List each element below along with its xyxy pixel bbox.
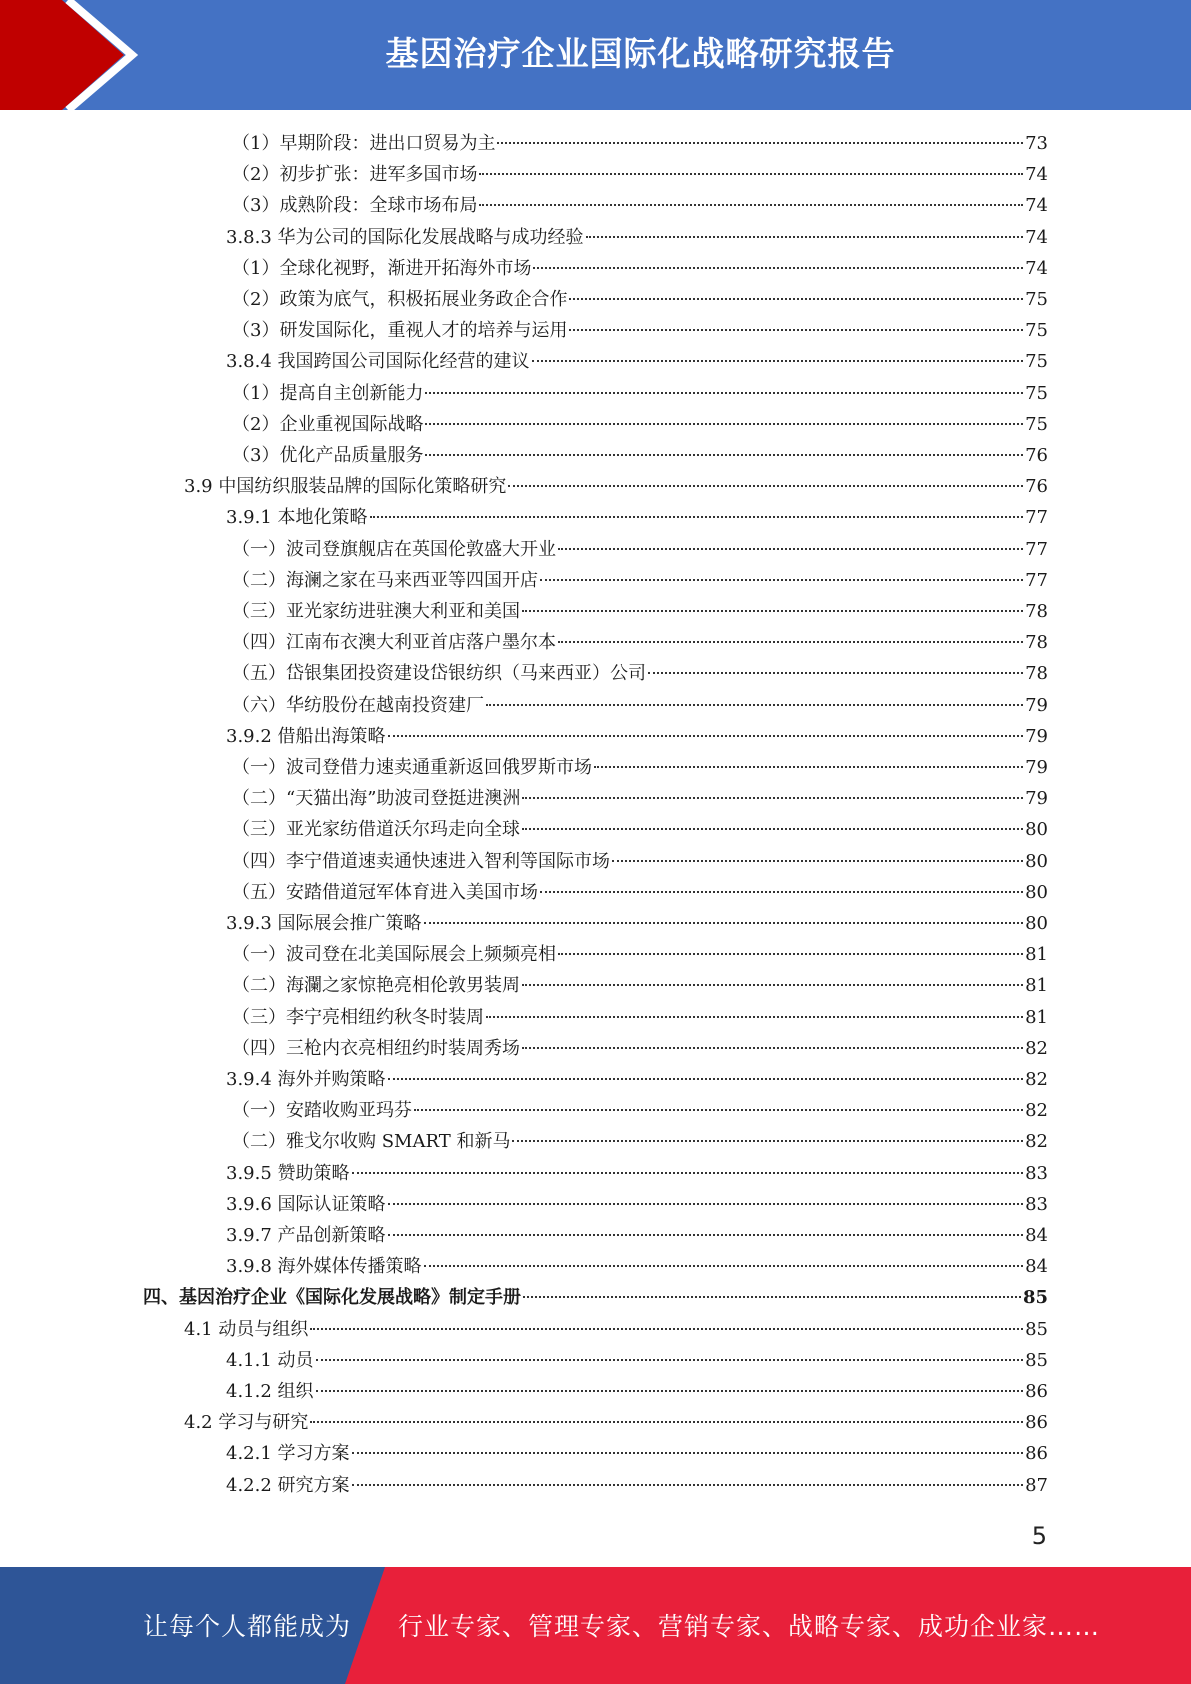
toc-entry-title: （一）安踏收购亚玛芬 [232,1100,412,1122]
toc-entry[interactable] [226,1251,1048,1282]
page-footer [0,1567,1191,1684]
toc-leader-dots [540,579,1023,581]
toc-leader-dots [522,1047,1023,1049]
toc-entry-title: （3）成熟阶段：全球市场布局 [232,195,478,217]
toc-leader-dots [522,797,1023,799]
toc-entry-page: 74 [1025,226,1048,248]
toc-entry-title: 3.9.1 本地化策略 [226,507,368,529]
toc-entry-title: （四）三枪内衣亮相纽约时装周秀场 [232,1037,520,1059]
toc-entry-page: 77 [1025,538,1048,560]
toc-entry-title: 3.9.7 产品创新策略 [226,1225,386,1246]
toc-entry[interactable] [232,690,1048,721]
toc-entry-title: （1）早期阶段：进出口贸易为主 [232,133,496,154]
toc-entry-title: 3.9 中国纺织服装品牌的国际化策略研究 [184,476,507,498]
toc-entry-title: 3.9.6 国际认证策略 [226,1193,386,1215]
toc-entry-title: 3.9.3 国际展会推广策略 [226,913,422,934]
footer-slogan-left: 让每个人都能成为 [143,1612,352,1641]
toc-entry-page: 78 [1025,632,1048,654]
toc-entry-page: 80 [1025,850,1048,872]
toc-entry-page: 79 [1025,757,1048,778]
toc-entry[interactable] [232,534,1048,565]
toc-entry-page: 87 [1025,1474,1048,1496]
toc-leader-dots [486,704,1023,706]
toc-entry[interactable] [226,1376,1048,1407]
toc-leader-dots [352,1172,1024,1174]
toc-entry[interactable] [226,222,1048,253]
toc-entry-title: 3.8.3 华为公司的国际化发展战略与成功经验 [226,226,584,248]
toc-entry-page: 78 [1025,663,1048,685]
toc-entry[interactable] [226,1438,1048,1469]
toc-entry[interactable] [232,846,1048,877]
toc-entry-page: 85 [1022,1287,1048,1309]
toc-entry-title: （二）雅戈尔收购 SMART 和新马 [232,1131,511,1153]
toc-entry-page: 77 [1025,569,1048,591]
toc-entry-title: 四、基因治疗企业《国际化发展战略》制定手册 [143,1287,521,1309]
toc-entry-page: 76 [1025,476,1048,498]
toc-entry-page: 74 [1025,164,1048,186]
toc-entry-title: （3）优化产品质量服务 [232,445,424,466]
page-number: 5 [1031,1522,1047,1550]
toc-entry-page: 74 [1025,195,1048,217]
toc-entry-title: （1）提高自主创新能力 [232,382,424,404]
toc-leader-dots [540,891,1023,893]
toc-leader-dots [532,360,1024,362]
toc-entry-title: 4.1 动员与组织 [184,1318,309,1340]
toc-entry-page: 76 [1025,445,1048,466]
toc-entry-page: 80 [1025,881,1048,903]
toc-entry-title: （一）波司登在北美国际展会上频频亮相 [232,944,556,966]
toc-entry-title: （二）“天猫出海”助波司登挺进澳洲 [232,788,521,810]
toc-leader-dots [612,860,1023,862]
toc-entry-page: 85 [1025,1349,1048,1371]
toc-entry-title: 4.2 学习与研究 [184,1412,309,1434]
toc-entry[interactable] [226,1470,1048,1501]
toc-entry-page: 80 [1025,913,1048,934]
toc-leader-dots [310,1328,1023,1330]
toc-entry[interactable] [232,939,1048,970]
toc-entry-title: 4.2.2 研究方案 [226,1474,350,1496]
toc-leader-dots [388,1234,1024,1236]
toc-entry-page: 79 [1025,725,1048,747]
toc-leader-dots [388,735,1024,737]
toc-entry-page: 79 [1025,694,1048,716]
toc-entry[interactable] [232,284,1048,315]
toc-entry[interactable] [232,440,1048,471]
toc-entry[interactable] [232,378,1048,409]
toc-leader-dots [522,610,1023,612]
toc-entry-title: （2）初步扩张：进军多国市场 [232,164,478,186]
toc-entry[interactable] [232,159,1048,190]
toc-leader-dots [352,1484,1024,1486]
toc-entry-title: （五）安踏借道冠军体育进入美国市场 [232,881,538,903]
toc-entry-title: 4.1.1 动员 [226,1349,314,1371]
toc-entry[interactable] [232,627,1048,658]
toc-leader-dots [479,204,1023,206]
toc-entry-page: 82 [1025,1037,1048,1059]
toc-entry-page: 78 [1025,601,1048,622]
toc-entry[interactable] [232,658,1048,689]
toc-entry[interactable] [226,1345,1048,1376]
toc-entry[interactable] [232,783,1048,814]
toc-entry-page: 75 [1025,289,1048,310]
toc-entry[interactable] [226,1189,1048,1220]
toc-entry[interactable] [232,253,1048,284]
toc-entry-title: （2）企业重视国际战略 [232,413,424,435]
toc-entry[interactable] [226,502,1048,533]
toc-entry[interactable] [226,1158,1048,1189]
toc-entry[interactable] [232,128,1048,159]
toc-entry-title: （二）海瀾之家惊艳亮相伦敦男装周 [232,975,520,997]
toc-entry-title: （3）研发国际化，重视人才的培养与运用 [232,320,568,342]
toc-entry-title: 3.9.5 赞助策略 [226,1162,350,1184]
toc-entry-page: 83 [1025,1193,1048,1215]
toc-leader-dots [425,423,1023,425]
toc-entry-title: （二）海澜之家在马来西亚等四国开店 [232,569,538,591]
page-header [0,0,1191,110]
toc-leader-dots [414,1109,1023,1111]
toc-entry-page: 77 [1025,507,1048,529]
toc-entry[interactable] [226,1220,1048,1251]
toc-entry[interactable] [232,814,1048,845]
toc-leader-dots [424,1265,1024,1267]
toc-leader-dots [569,329,1023,331]
toc-entry-title: 3.9.4 海外并购策略 [226,1069,386,1090]
toc-entry[interactable] [232,1002,1048,1033]
toc-leader-dots [648,672,1023,674]
toc-entry-page: 82 [1025,1069,1048,1090]
toc-leader-dots [352,1452,1024,1454]
toc-entry-title: （1）全球化视野，渐进开拓海外市场 [232,257,532,279]
toc-entry[interactable] [226,908,1048,939]
toc-entry-title: 3.8.4 我国跨国公司国际化经营的建议 [226,351,530,373]
toc-entry[interactable] [226,346,1048,377]
toc-entry-page: 75 [1025,382,1048,404]
toc-entry-title: （五）岱银集团投资建设岱银纺织（马来西亚）公司 [232,663,646,685]
toc-leader-dots [512,1140,1023,1142]
report-title: 基因治疗企业国际化战略研究报告 [385,34,896,73]
toc-entry-page: 83 [1025,1162,1048,1184]
toc-entry[interactable] [184,471,1048,502]
toc-leader-dots [388,1203,1024,1205]
toc-leader-dots [486,1016,1023,1018]
footer-slogan-right: 行业专家、管理专家、营销专家、战略专家、成功企业家…… [398,1612,1101,1641]
toc-entry-page: 84 [1025,1256,1048,1278]
toc-entry-page: 75 [1025,413,1048,435]
toc-entry-title: （三）李宁亮相纽约秋冬时装周 [232,1006,484,1028]
toc-entry-page: 73 [1025,133,1048,154]
toc-entry-title: 3.9.8 海外媒体传播策略 [226,1256,422,1278]
toc-entry-page: 75 [1025,320,1048,342]
toc-entry-title: （一）波司登借力速卖通重新返回俄罗斯市场 [232,757,592,778]
toc-entry[interactable] [232,565,1048,596]
toc-entry-page: 86 [1025,1381,1048,1402]
toc-leader-dots [316,1359,1024,1361]
toc-entry[interactable] [232,409,1048,440]
toc-leader-dots [558,953,1023,955]
toc-entry-page: 74 [1025,257,1048,279]
toc-leader-dots [508,485,1023,487]
toc-entry-page: 82 [1025,1131,1048,1153]
toc-entry-page: 81 [1025,975,1048,997]
toc-leader-dots [586,236,1024,238]
toc-leader-dots [316,1390,1024,1392]
toc-entry-title: （六）华纺股份在越南投资建厂 [232,694,484,716]
toc-leader-dots [533,267,1023,269]
toc-leader-dots [523,1296,1021,1298]
toc-entry[interactable] [143,1282,1048,1313]
toc-entry-page: 86 [1025,1443,1048,1465]
toc-entry[interactable] [184,1407,1048,1438]
toc-leader-dots [424,922,1024,924]
toc-entry-title: 3.9.2 借船出海策略 [226,725,386,747]
toc-entry[interactable] [226,721,1048,752]
toc-entry-title: （一）波司登旗舰店在英国伦敦盛大开业 [232,538,556,560]
toc-leader-dots [425,454,1023,456]
toc-entry-title: 4.1.2 组织 [226,1381,314,1402]
toc-entry[interactable] [232,315,1048,346]
toc-leader-dots [497,142,1023,144]
toc-entry-page: 86 [1025,1412,1048,1434]
toc-entry-page: 84 [1025,1225,1048,1246]
toc-leader-dots [569,298,1023,300]
toc-entry-page: 80 [1025,819,1048,841]
toc-entry-page: 85 [1025,1318,1048,1340]
toc-entry-page: 79 [1025,788,1048,810]
toc-entry[interactable] [232,190,1048,221]
toc-entry[interactable] [232,877,1048,908]
toc-leader-dots [558,548,1023,550]
toc-leader-dots [479,173,1023,175]
toc-entry-title: 4.2.1 学习方案 [226,1443,350,1465]
toc-entry[interactable] [232,752,1048,783]
toc-entry-page: 81 [1025,944,1048,966]
toc-entry-title: （四）江南布衣澳大利亚首店落户墨尔本 [232,632,556,654]
toc-entry[interactable] [226,1064,1048,1095]
toc-leader-dots [388,1078,1024,1080]
toc-entry-page: 75 [1025,351,1048,373]
toc-entry-page: 82 [1025,1100,1048,1122]
toc-entry[interactable] [232,1033,1048,1064]
toc-leader-dots [522,828,1023,830]
toc-leader-dots [425,392,1023,394]
toc-entry[interactable] [232,596,1048,627]
toc-entry-title: （四）李宁借道速卖通快速进入智利等国际市场 [232,850,610,872]
toc-leader-dots [310,1421,1023,1423]
toc-leader-dots [370,516,1024,518]
toc-entry-page: 81 [1025,1006,1048,1028]
toc-entry-title: （三）亚光家纺借道沃尔玛走向全球 [232,819,520,841]
toc-leader-dots [558,641,1023,643]
toc-leader-dots [522,984,1023,986]
toc-entry[interactable] [232,1126,1048,1157]
toc-entry[interactable] [232,1095,1048,1126]
toc-entry-title: （2）政策为底气，积极拓展业务政企合作 [232,289,568,310]
toc-entry-title: （三）亚光家纺进驻澳大利亚和美国 [232,601,520,622]
toc-entry[interactable] [184,1314,1048,1345]
toc-entry[interactable] [232,970,1048,1001]
toc-leader-dots [594,766,1023,768]
